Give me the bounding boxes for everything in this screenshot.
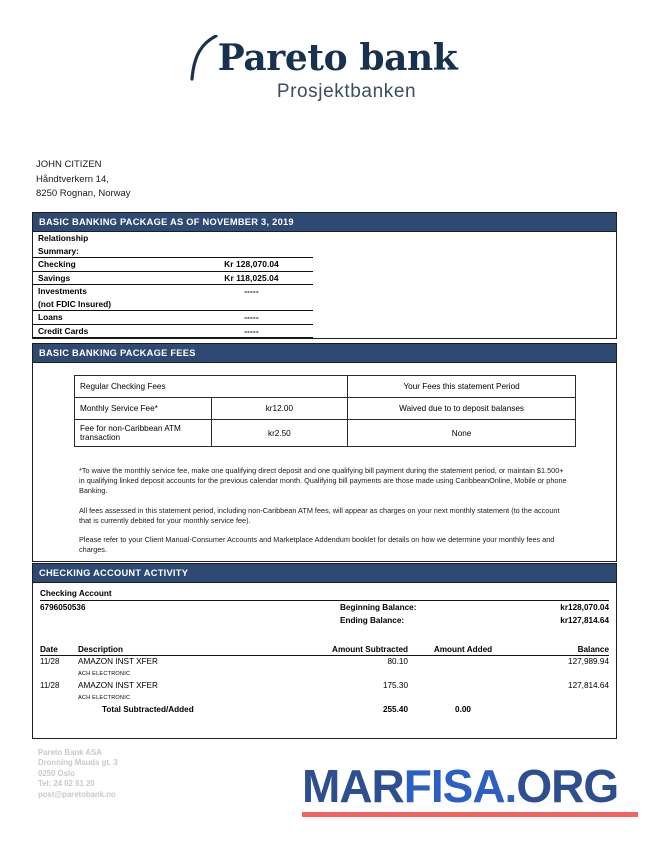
watermark-text <box>302 760 642 812</box>
transaction-balance-2-spacer <box>518 692 609 704</box>
investments-label-line-1: Investments <box>38 286 87 296</box>
basic-banking-package-fees-section <box>32 343 617 562</box>
fees-fine-print <box>33 457 616 561</box>
table-row <box>75 398 576 420</box>
column-header-description: Description <box>78 638 263 656</box>
table-row <box>40 656 609 669</box>
checking-account-label: Checking Account <box>40 589 112 598</box>
table-row <box>40 668 609 680</box>
table-row <box>33 232 616 245</box>
relationship-summary-spacer-1 <box>190 232 313 245</box>
transaction-date-2-spacer <box>40 692 78 704</box>
investments-filler <box>313 285 616 298</box>
credit-cards-value: ----- <box>190 324 313 338</box>
beginning-balance-value: kr128,070.04 <box>560 603 609 612</box>
activity-section-title: CHECKING ACCOUNT ACTIVITY <box>33 564 616 583</box>
column-header-date: Date <box>40 638 78 656</box>
transaction-date-1: 11/28 <box>40 657 60 666</box>
account-number: 6796050536 <box>40 603 86 612</box>
relationship-summary-table <box>33 232 616 338</box>
transactions-header <box>40 638 609 656</box>
transaction-subtracted-2-spacer <box>263 692 408 704</box>
total-balance-spacer <box>518 704 609 716</box>
savings-value: Kr 118,025.04 <box>190 271 313 285</box>
checking-filler <box>313 258 616 272</box>
footer-line-4: Tel: 24 02 81 20 <box>38 779 95 789</box>
checking-label: Checking <box>33 258 190 272</box>
transaction-added-1 <box>408 656 518 669</box>
checking-value: Kr 128,070.04 <box>190 258 313 272</box>
table-row <box>33 311 616 325</box>
transaction-subtracted-1: 80.10 <box>387 657 408 666</box>
table-row <box>40 680 609 692</box>
relationship-summary-label-2: Summary: <box>33 245 190 258</box>
footer-line-3: 0250 Oslo <box>38 768 75 778</box>
footer-line-1: Pareto Bank ASA <box>38 748 102 757</box>
marfisa-watermark <box>302 760 642 817</box>
transaction-balance-1-spacer <box>518 668 609 680</box>
savings-label: Savings <box>33 271 190 285</box>
bank-logo <box>0 36 649 103</box>
credit-cards-label: Credit Cards <box>33 324 190 338</box>
fee-description-1: Monthly Service Fee* <box>75 398 212 420</box>
column-header-amount-subtracted <box>263 638 408 656</box>
customer-address-line-2: 8250 Rognan, Norway <box>36 188 131 199</box>
relationship-summary-filler-1 <box>313 232 616 245</box>
ending-balance-value: kr127,814.64 <box>560 616 609 625</box>
investments-filler-2 <box>313 298 616 311</box>
beginning-balance-label: Beginning Balance: <box>340 603 417 612</box>
relationship-summary-filler-2 <box>313 245 616 258</box>
watermark-part-2: FISA. <box>403 760 517 812</box>
loans-filler <box>313 311 616 325</box>
transaction-balance-2: 127,814.64 <box>568 681 609 690</box>
account-number-spacer <box>40 614 340 627</box>
transaction-sub-description-1: ACH ELECTRONIC <box>78 671 131 677</box>
total-label: Total Subtracted/Added <box>102 705 194 714</box>
total-subtracted: 255.40 <box>382 705 408 714</box>
total-date-spacer <box>40 704 78 716</box>
loans-label: Loans <box>33 311 190 325</box>
loans-value: ----- <box>190 311 313 325</box>
package-section-title: BASIC BANKING PACKAGE AS OF NOVEMBER 3, 2019 <box>33 213 616 232</box>
transactions-body <box>40 656 609 717</box>
transaction-added-1-spacer <box>408 668 518 680</box>
fee-your-fees-1: Waived due to to deposit balanses <box>348 398 576 420</box>
transaction-subtracted-1-spacer <box>263 668 408 680</box>
fees-header-left: Regular Checking Fees <box>75 376 348 398</box>
bank-footer-address <box>38 748 118 800</box>
transaction-added-2 <box>408 680 518 692</box>
fee-amount-1: kr12.00 <box>211 398 348 420</box>
bank-tagline: Prosjektbanken <box>276 81 417 102</box>
table-row <box>40 601 609 615</box>
watermark-underline-bar <box>302 812 638 817</box>
transaction-description-1: AMAZON INST XFER <box>78 657 158 666</box>
credit-cards-filler <box>313 324 616 338</box>
table-row <box>33 298 616 311</box>
ending-balance-label: Ending Balance: <box>340 616 405 625</box>
account-balance-table <box>40 600 609 627</box>
fees-note-3: Please refer to your Client Manual-Consumer Accounts and Marketplace Addendum booklet for details on how we determine your monthly fees and charges. <box>79 535 555 555</box>
checking-account-activity-section <box>32 563 617 739</box>
table-row <box>75 420 576 447</box>
fee-amount-2: kr2.50 <box>211 420 348 447</box>
column-header-amount-added: Amount Added <box>408 638 518 656</box>
relationship-summary-spacer-2 <box>190 245 313 258</box>
activity-section-body <box>33 583 616 738</box>
investments-value: ----- <box>244 286 259 296</box>
transactions-total-row <box>40 704 609 716</box>
investments-value-spacer <box>190 298 313 311</box>
fees-note-2: All fees assessed in this statement period, including non-Caribbean ATM fees, will appear as charges on your next monthly statement (to the account that is currently debited for your monthly service fee). <box>79 505 560 525</box>
table-row <box>33 285 616 298</box>
package-section-body <box>33 232 616 338</box>
transactions-table <box>40 638 609 716</box>
table-row <box>40 692 609 704</box>
relationship-summary-label-1: Relationship <box>38 233 89 243</box>
fees-table-wrapper <box>33 363 616 457</box>
investments-label-line-2: (not FDIC Insured) <box>33 298 190 311</box>
fees-header-right: Your Fees this statement Period <box>348 376 576 398</box>
fees-header-row <box>75 376 576 398</box>
column-header-balance: Balance <box>518 638 609 656</box>
customer-address-block <box>36 158 131 202</box>
table-row <box>33 324 616 338</box>
logo-wordmark-row <box>192 36 458 80</box>
transaction-sub-description-2: ACH ELECTRONIC <box>78 695 131 701</box>
table-row <box>33 258 616 272</box>
transaction-added-2-spacer <box>408 692 518 704</box>
fee-your-fees-2: None <box>348 420 576 447</box>
watermark-part-1: MAR <box>302 760 404 812</box>
fees-section-body <box>33 363 616 561</box>
transaction-description-2: AMAZON INST XFER <box>78 681 158 690</box>
customer-name: JOHN CITIZEN <box>36 159 102 170</box>
total-added: 0.00 <box>455 705 471 714</box>
savings-filler <box>313 271 616 285</box>
fees-table <box>74 375 576 447</box>
pareto-arc-icon <box>190 35 218 81</box>
footer-email: post@paretobank.no <box>38 789 116 799</box>
fees-section-title: BASIC BANKING PACKAGE FEES <box>33 344 616 363</box>
table-row <box>33 245 616 258</box>
watermark-part-3: ORG <box>516 760 619 812</box>
transactions-header-row <box>40 638 609 656</box>
customer-address-line-1: Håndtverkern 14, <box>36 173 109 185</box>
fee-description-2: Fee for non-Caribbean ATM transaction <box>75 420 212 447</box>
bank-name: Pareto bank <box>217 37 458 79</box>
transaction-subtracted-2: 175.30 <box>382 681 408 690</box>
footer-line-2: Dronning Mauds gt. 3 <box>38 758 118 768</box>
transaction-balance-1: 127,989.94 <box>568 657 609 666</box>
basic-banking-package-section <box>32 212 617 339</box>
column-header-amount-subtracted-text: Amount Subtracted <box>332 645 408 654</box>
table-row <box>33 271 616 285</box>
table-row <box>40 614 609 627</box>
fees-note-1: *To waive the monthly service fee, make one qualifying direct deposit and one qualifying bill payment during the statement period, or maintain $1.500+ in qualifying linked deposit accounts for the previous calendar month. Qualifying bill payments are those made using CaribbeanOnline, Mobile or phone Banking. <box>79 466 567 496</box>
transaction-date-2: 11/28 <box>40 681 60 690</box>
transaction-date-1-spacer <box>40 668 78 680</box>
